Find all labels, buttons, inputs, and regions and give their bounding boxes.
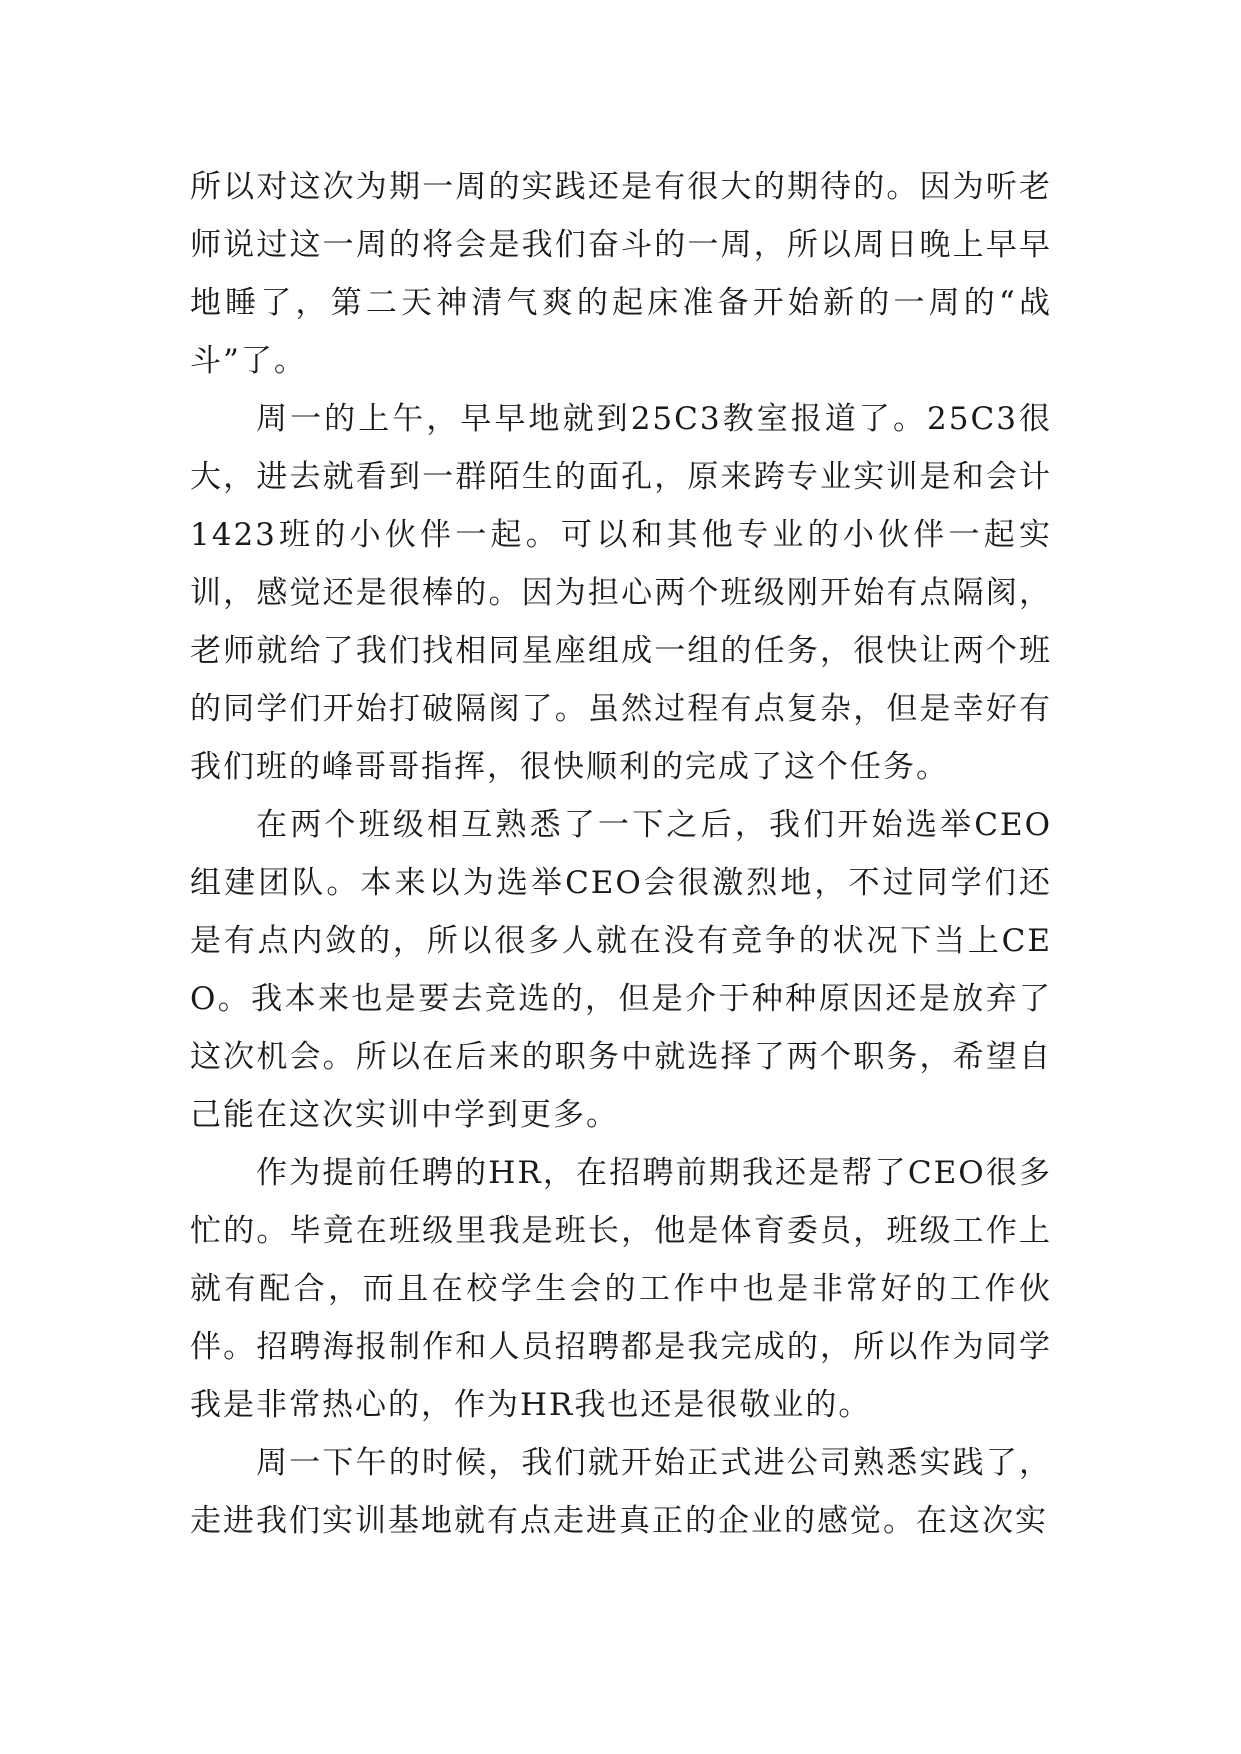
paragraph-4: 作为提前任聘的HR，在招聘前期我还是帮了CEO很多忙的。毕竟在班级里我是班长，他是体育委员，班级工作上就有配合，而且在校学生会的工作中也是非常好的工作伙伴。招聘海报制作和人员招聘都是我完成的，所以作为同学我是非常热心的，作为HR我也还是很敬业的。 bbox=[190, 1155, 1052, 1423]
paragraph-2: 周一的上午，早早地就到25C3教室报道了。25C3很大，进去就看到一群陌生的面孔，原来跨专业实训是和会计1423班的小伙伴一起。可以和其他专业的小伙伴一起实训，感觉还是很棒的。因为担心两个班级刚开始有点隔阂，老师就给了我们找相同星座组成一组的任务，很快让两个班的同学们开始打破隔阂了。虽然过程有点复杂，但是幸好有我们班的峰哥哥指挥，很快顺利的完成了这个任务。 bbox=[190, 401, 1052, 785]
paragraph-3: 在两个班级相互熟悉了一下之后，我们开始选举CEO组建团队。本来以为选举CEO会很激烈地，不过同学们还是有点内敛的，所以很多人就在没有竞争的状况下当上CEO。我本来也是要去竞选的，但是介于种种原因还是放弃了这次机会。所以在后来的职务中就选择了两个职务，希望自己能在这次实训中学到更多。 bbox=[190, 807, 1052, 1133]
paragraph-5: 周一下午的时候，我们就开始正式进公司熟悉实践了，走进我们实训基地就有点走进真正的企业的感觉。在这次实 bbox=[190, 1445, 1052, 1539]
document-body bbox=[190, 158, 1052, 1550]
paragraph-1: 所以对这次为期一周的实践还是有很大的期待的。因为听老师说过这一周的将会是我们奋斗的一周，所以周日晚上早早地睡了，第二天神清气爽的起床准备开始新的一周的“战斗”了。 bbox=[190, 169, 1052, 379]
